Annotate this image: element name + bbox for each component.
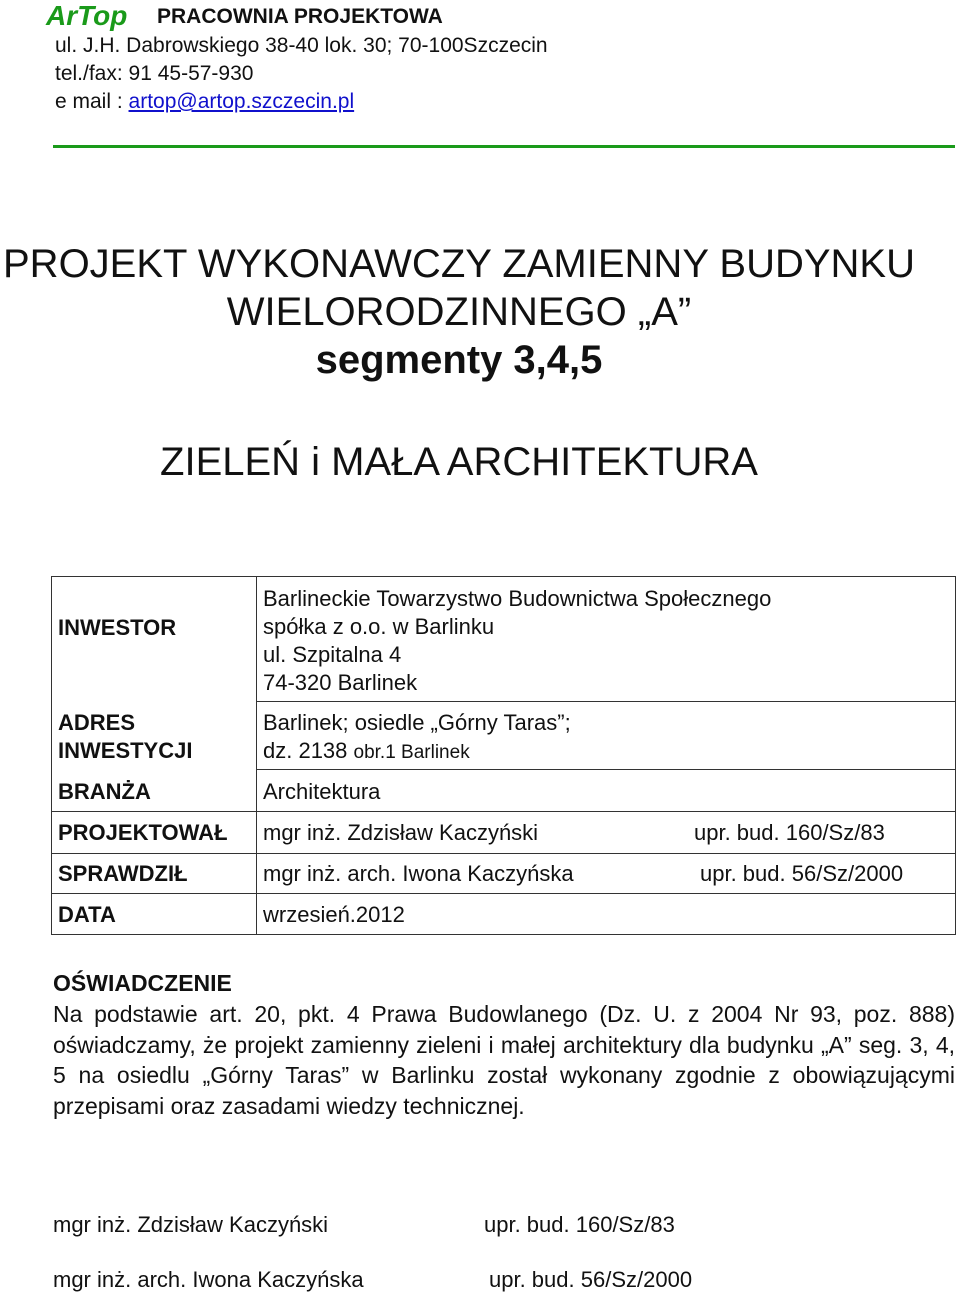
table-border-left	[51, 576, 52, 935]
declaration-heading: OŚWIADCZENIE	[53, 970, 232, 996]
designer-label: PROJEKTOWAŁ	[58, 820, 228, 845]
document-title-line-1: PROJEKT WYKONAWCZY ZAMIENNY BUDYNKU	[3, 242, 915, 286]
signature-name: mgr inż. arch. Iwona Kaczyńska	[53, 1267, 364, 1292]
table-border-bottom	[51, 934, 956, 935]
investment-address-line-1: Barlinek; osiedle „Górny Taras”;	[263, 710, 571, 735]
studio-name: PRACOWNIA PROJEKTOWA	[157, 5, 443, 28]
investment-address-label-1: ADRES	[58, 710, 136, 735]
declaration-body: Na podstawie art. 20, pkt. 4 Prawa Budowlanego (Dz. U. z 2004 Nr 93, poz. 888) oświadczamy, że projekt zamienny zieleni i małej architektury dla budynku „A” seg. 3, 4, 5 na osiedlu „Górny Taras” w Barlinku został wykonany zgodnie z obowiązującymi przepisami oraz zasadami wiedzy technicznej.	[53, 1001, 955, 1119]
parcel-number: dz. 2138	[263, 738, 354, 763]
table-line	[51, 811, 956, 812]
table-border-top	[51, 576, 956, 577]
date-value: wrzesień.2012	[263, 902, 405, 927]
signature-license: upr. bud. 160/Sz/83	[484, 1212, 675, 1237]
checker-license: upr. bud. 56/Sz/2000	[700, 861, 904, 886]
table-line	[256, 701, 956, 702]
studio-email-line	[55, 90, 354, 114]
designer-name: mgr inż. Zdzisław Kaczyński	[263, 820, 539, 845]
document-subtitle: ZIELEŃ i MAŁA ARCHITEKTURA	[160, 440, 758, 484]
project-info-table	[51, 576, 956, 935]
investment-address-line-2	[263, 737, 470, 767]
signature-name: mgr inż. Zdzisław Kaczyński	[53, 1212, 329, 1237]
investment-address-label-2: INWESTYCJI	[58, 738, 193, 763]
investor-label: INWESTOR	[58, 615, 177, 640]
checker-name: mgr inż. arch. Iwona Kaczyńska	[263, 861, 574, 886]
branch-value: Architektura	[263, 779, 381, 804]
branch-label: BRANŻA	[58, 779, 151, 804]
table-line	[51, 893, 956, 894]
investor-line: 74-320 Barlinek	[263, 670, 418, 695]
investor-line: ul. Szpitalna 4	[263, 642, 402, 667]
checker-label: SPRAWDZIŁ	[58, 861, 188, 886]
investor-line: Barlineckie Towarzystwo Budownictwa Społecznego	[263, 586, 772, 611]
studio-address: ul. J.H. Dabrowskiego 38-40 lok. 30; 70-100Szczecin	[55, 34, 548, 57]
document-title-line-2: WIELORODZINNEGO „A”	[226, 290, 692, 334]
table-border-right	[955, 576, 956, 935]
email-link[interactable]: artop@artop.szczecin.pl	[128, 90, 355, 113]
studio-phone: tel./fax: 91 45-57-930	[55, 62, 254, 85]
document-title-line-3: segmenty 3,4,5	[315, 338, 603, 382]
precinct: obr.1 Barlinek	[353, 742, 470, 763]
table-line	[256, 769, 956, 770]
table-line	[51, 853, 956, 854]
signature-license: upr. bud. 56/Sz/2000	[489, 1267, 693, 1292]
email-label: e mail :	[55, 90, 129, 113]
studio-logo-text: ArTop	[46, 0, 128, 31]
investor-line: spółka z o.o. w Barlinku	[263, 614, 495, 639]
date-label: DATA	[58, 902, 116, 927]
designer-license: upr. bud. 160/Sz/83	[694, 820, 885, 845]
table-column-divider	[256, 576, 257, 935]
header-divider	[53, 145, 955, 148]
